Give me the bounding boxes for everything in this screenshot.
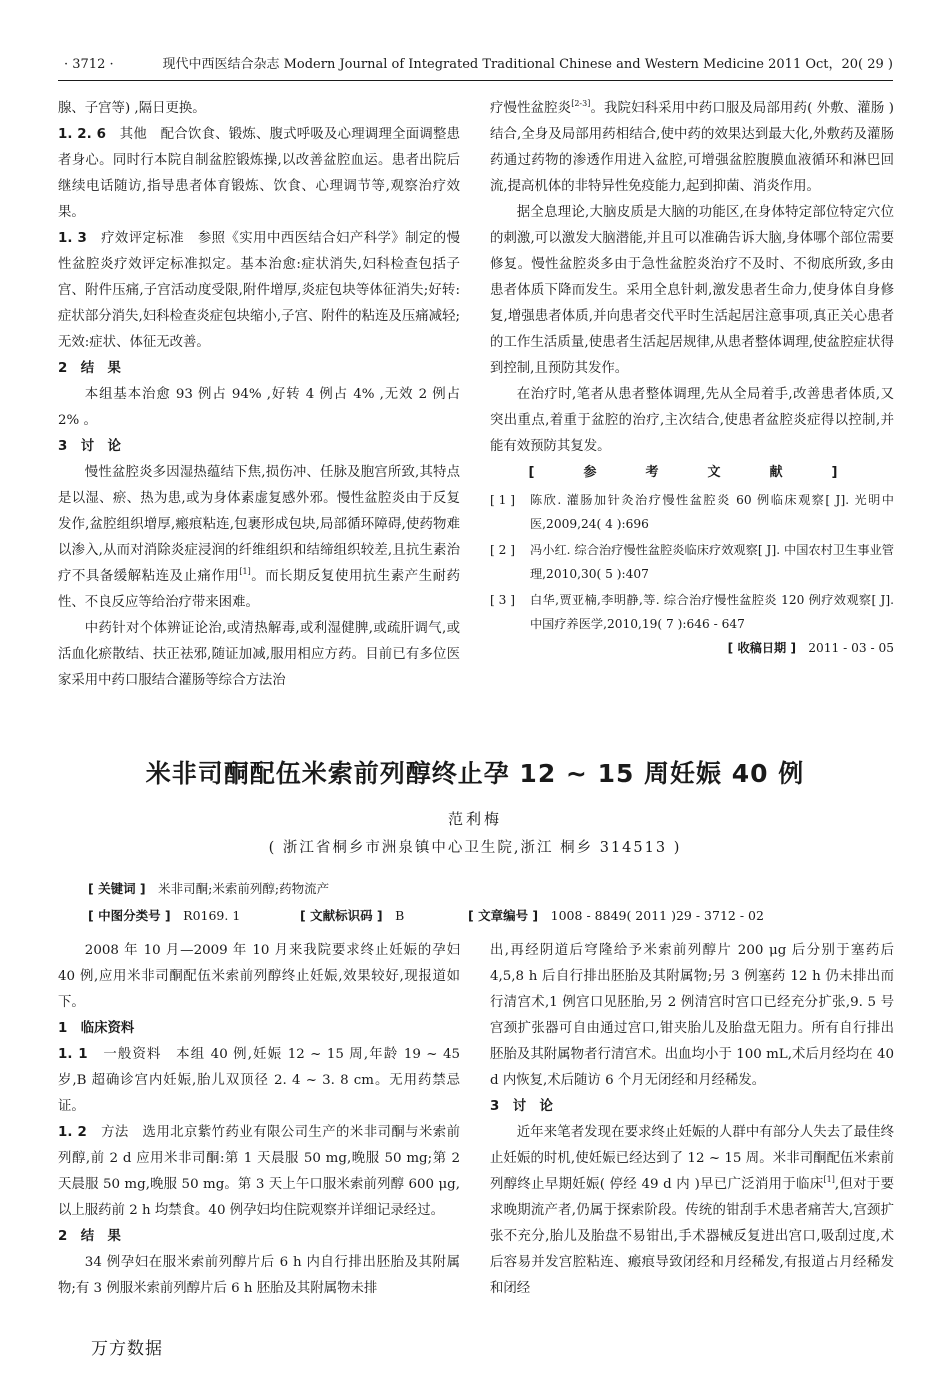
clc-group: [88, 905, 240, 927]
reference-item: [490, 588, 894, 636]
section-heading-discussion: 3 讨 论: [58, 439, 121, 454]
text-run: ,但对于要求晚期流产者,仍属于探索阶段。传统的钳刮手术患者痛苦大,宫颈扩张不充分,胎儿及胎盘不易钳出,手术器械反复进出宫口,吸刮过度,术后容易并发宫腔粘连、瘢痕导致闭经和月经稀发,有报道占月经稀发和闭经: [490, 1177, 894, 1296]
running-header: [58, 52, 893, 78]
reference-number: [ 3 ]: [490, 593, 516, 607]
reference-number: [ 2 ]: [490, 543, 516, 557]
section-1-3: [58, 226, 460, 356]
paragraph: 出,再经阴道后穹隆给予米索前列醇片 200 μg 后分别于塞药后 4,5,8 h 后自行排出胚胎及其附属物;另 3 例塞药 12 h 仍未排出而行清宫术,1 例宫口见胚胎,另 2 例清宫时宫口已经充分扩张,9. 5 号宫颈扩张器可自由通过宫口,钳夹胎儿及胎盘无阻力。所有自行排出胚胎及其附属物者行清宫术。出血均小于 100 mL,术后月经均在 40 d 内恢复,术后随访 6 个月无闭经和月经稀发。: [490, 943, 894, 1088]
page-number: · 3712 ·: [64, 57, 114, 72]
reference-text: 冯小红. 综合治疗慢性盆腔炎临床疗效观察[ J]. 中国农村卫生事业管理,2010,30( 5 ):407: [530, 543, 894, 581]
clc-value: R0169. 1: [183, 908, 241, 923]
keywords-line: [88, 878, 329, 900]
watermark: 万方数据: [91, 1339, 163, 1359]
paragraph: 一般资料 本组 40 例,妊娠 12 ~ 15 周,年龄 19 ~ 45 岁,B 超确诊宫内妊娠,胎儿双顶径 2. 4 ~ 3. 8 cm。无用药禁忌证。: [58, 1047, 460, 1114]
keywords-value: 米非司酮;米索前列醇;药物流产: [158, 881, 330, 896]
section-heading-discussion: 3 讨 论: [490, 1099, 553, 1114]
section-heading-results: 2 结 果: [58, 361, 121, 376]
received-date-value: 2011 - 03 - 05: [808, 641, 894, 655]
references-heading: [ 参 考 文 献 ]: [528, 465, 856, 480]
citation-mark: [1]: [239, 567, 251, 576]
text-run: 疗慢性盆腔炎: [490, 101, 572, 116]
text-run: 慢性盆腔炎多因湿热蕴结下焦,损伤冲、任脉及胞宫所致,其特点是以湿、瘀、热为患,或为身体素虚复感外邪。慢性盆腔炎由于反复发作,盆腔组织增厚,瘢痕粘连,包裹形成包块,局部循环障碍,使药物难以渗入,从而对消除炎症浸润的纤维组织和结缔组织较差,且抗生素治疗不具备缓解粘连及止痛作用: [58, 465, 460, 584]
article-author: 范利梅: [447, 810, 502, 828]
section-number: 1. 2: [58, 1125, 87, 1140]
section-number: 1. 2. 6: [58, 127, 106, 142]
section-number: 1. 3: [58, 231, 87, 246]
citation-mark: [1]: [823, 1175, 835, 1184]
paragraph: 本组基本治愈 93 例占 94% ,好转 4 例占 4% ,无效 2 例占 2% 。: [58, 387, 460, 428]
section-1-2: [58, 1120, 460, 1224]
reference-text: 陈欣. 灌肠加针灸治疗慢性盆腔炎 60 例临床观察[ J]. 光明中医,2009,24( 4 ):696: [530, 493, 894, 531]
section-number: 1. 1: [58, 1047, 88, 1062]
keywords-label: [ 关键词 ]: [88, 881, 146, 896]
article-left-column: [58, 938, 460, 1302]
doc-code-label: [ 文献标识码 ]: [300, 908, 383, 923]
text-run: 。我院妇科采用中药口服及局部用药( 外敷、灌肠 )结合,全身及局部用药相结合,使中药的效果达到最大化,外敷药及灌肠药通过药物的渗透作用进入盆腔,可增强盆腔腹膜血液循环和淋巴回流,提高机体的非特异性免疫能力,起到抑菌、消炎作用。: [490, 101, 894, 194]
paragraph: [58, 460, 460, 616]
journal-title: 现代中西医结合杂志 Modern Journal of Integrated Traditional Chinese and Western Medicine 2011 Oct，20( 29 ): [162, 57, 893, 72]
reference-item: [490, 488, 894, 536]
paragraph: 其他 配合饮食、锻炼、腹式呼吸及心理调理全面调整患者身心。同时行本院自制盆腔锻炼操,以改善盆腔血运。患者出院后继续电话随访,指导患者体育锻炼、饮食、心理调节等,观察治疗效果。: [58, 127, 461, 220]
header-rule: [58, 80, 893, 81]
paragraph: 方法 选用北京紫竹药业有限公司生产的米非司酮与米索前列醇,前 2 d 应用米非司酮:第 1 天晨服 50 mg,晚服 50 mg;第 2 天晨服 50 mg,晚服 50 mg。第 3 天上午口服米索前列醇 600 μg,以上服药前 2 h 均禁食。40 例孕妇均住院观察并详细记录经过。: [58, 1125, 461, 1218]
paragraph: 中药针对个体辨证论治,或清热解毒,或利湿健脾,或疏肝调气,或活血化瘀散结、扶正祛邪,随证加减,服用相应方药。目前已有多位医家采用中药口服结合灌肠等综合方法治: [58, 621, 460, 688]
article-number-value: 1008 - 8849( 2011 )29 - 3712 - 02: [550, 908, 764, 923]
prev-article-right-column: [490, 96, 894, 660]
text-run: 近年来笔者发现在要求终止妊娠的人群中有部分人失去了最佳终止妊娠的时机,使妊娠已经达到了 12 ~ 15 周。米非司酮配伍米索前列醇终止早期妊娠( 停经 49 d 内 )早已广泛消用于临床: [490, 1125, 894, 1192]
clc-label: [ 中图分类号 ]: [88, 908, 171, 923]
article-affiliation: ( 浙江省桐乡市洲泉镇中心卫生院,浙江 桐乡 314513 ): [268, 840, 682, 856]
paragraph: 腺、子宫等) ,隔日更换。: [58, 101, 206, 116]
received-date: [490, 636, 894, 660]
reference-number: [ 1 ]: [490, 493, 516, 507]
section-1-1: [58, 1042, 460, 1120]
doc-code-group: [300, 905, 404, 927]
article-number-group: [468, 905, 764, 927]
paragraph: [490, 96, 894, 200]
paragraph: 疗效评定标准 参照《实用中西医结合妇产科学》制定的慢性盆腔炎疗效评定标准拟定。基本治愈:症状消失,妇科检查包括子宫、附件压痛,子宫活动度受限,附件增厚,炎症包块等体征消失;好转:症状部分消失,妇科检查炎症包块缩小,子宫、附件的粘连及压痛减轻;无效:症状、体征无改善。: [58, 231, 461, 350]
received-date-label: [ 收稿日期 ]: [727, 641, 797, 655]
article-title: 米非司酮配伍米索前列醇终止孕 12 ~ 15 周妊娠 40 例: [145, 759, 805, 788]
article-right-column: [490, 938, 894, 1302]
reference-item: [490, 538, 894, 586]
section-heading-clinical-data: 1 临床资料: [58, 1021, 135, 1036]
text-run: 。而长期反复使用抗生素产生耐药性、不良反应等给治疗带来困难。: [58, 569, 460, 610]
section-1-2-6: [58, 122, 460, 226]
section-heading-results: 2 结 果: [58, 1229, 121, 1244]
doc-code-value: B: [395, 908, 405, 923]
reference-text: 白华,贾亚楠,李明静,等. 综合治疗慢性盆腔炎 120 例疗效观察[ J]. 中国疗养医学,2010,19( 7 ):646 - 647: [530, 593, 894, 631]
article-number-label: [ 文章编号 ]: [468, 908, 539, 923]
paragraph: 在治疗时,笔者从患者整体调理,先从全局着手,改善患者体质,又突出重点,着重于盆腔的治疗,主次结合,使患者盆腔炎症得以控制,并能有效预防其复发。: [490, 387, 894, 454]
paragraph: 据全息理论,大脑皮质是大脑的功能区,在身体特定部位特定穴位的刺激,可以激发大脑潜能,并且可以准确告诉大脑,身体哪个部位需要修复。慢性盆腔炎多由于急性盆腔炎治疗不及时、不彻底所致,多由患者体质下降而发生。采用全息针刺,激发患者生命力,使身体自身修复,增强患者体质,并向患者交代平时生活起居注意事项,真正关心患者的工作生活质量,使患者生活起居规律,从患者整体调理,使盆腔症状得到控制,且预防其发作。: [490, 205, 894, 376]
paragraph: [490, 1120, 894, 1302]
paragraph: 2008 年 10 月—2009 年 10 月来我院要求终止妊娠的孕妇 40 例,应用米非司酮配伍米索前列醇终止妊娠,效果较好,现报道如下。: [58, 943, 460, 1010]
prev-article-left-column: [58, 96, 460, 694]
citation-mark: [2-3]: [571, 99, 591, 108]
paragraph: 34 例孕妇在服米索前列醇片后 6 h 内自行排出胚胎及其附属物;有 3 例服米索前列醇片后 6 h 胚胎及其附属物未排: [58, 1255, 460, 1296]
